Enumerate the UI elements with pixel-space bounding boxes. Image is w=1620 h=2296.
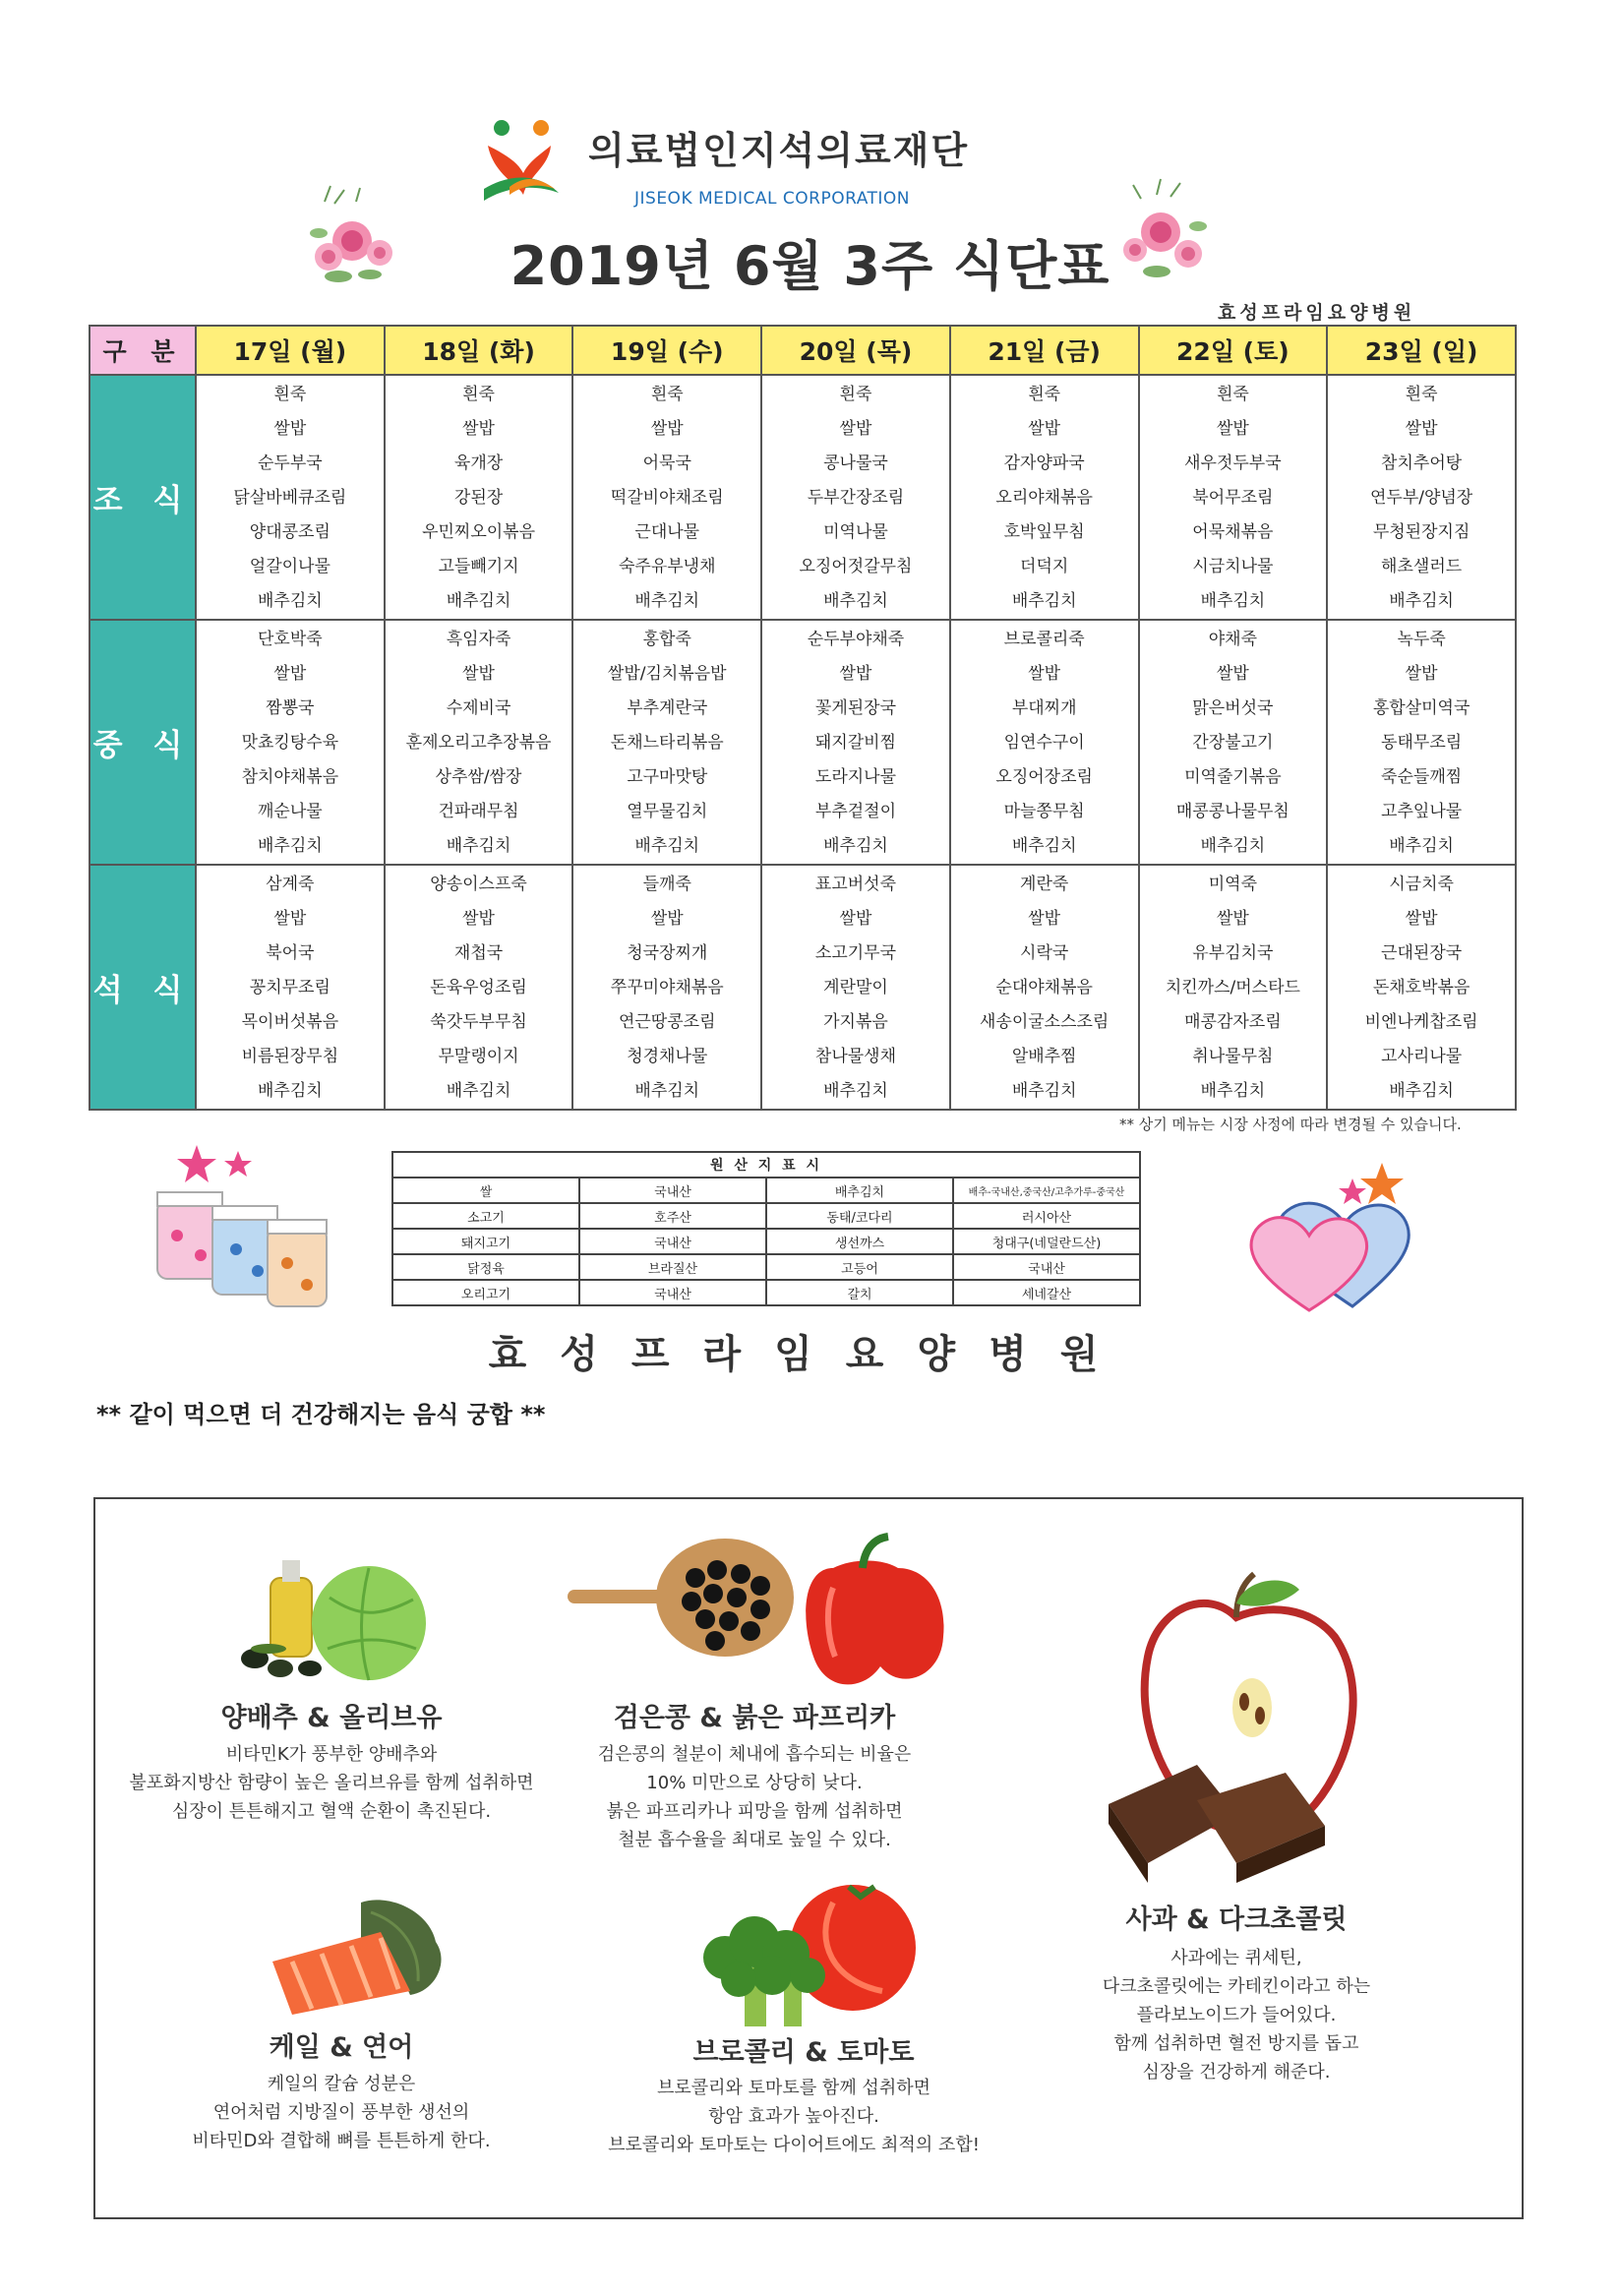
day-header: 20일 (목)	[761, 326, 950, 375]
dish: 표고버섯죽	[814, 875, 897, 894]
dish: 쌀밥	[650, 909, 684, 929]
day-menu-cell	[761, 375, 950, 620]
dish: 청경채나물	[627, 1047, 708, 1066]
origin-cell: 국내산	[579, 1229, 766, 1254]
dish: 오징어젓갈무침	[799, 557, 913, 576]
origin-cell: 소고기	[392, 1203, 579, 1229]
dish: 오리야채볶음	[995, 488, 1093, 508]
dish: 배추김치	[1200, 836, 1266, 856]
dish: 쭈꾸미야채볶음	[610, 978, 724, 997]
dish: 돈채느타리볶음	[610, 733, 724, 753]
dish: 미역나물	[823, 522, 888, 542]
dish: 해초샐러드	[1381, 557, 1463, 576]
day-menu-cell	[385, 375, 573, 620]
day-menu-cell	[1327, 375, 1516, 620]
dish: 죽순들깨찜	[1381, 767, 1463, 787]
origin-cell: 갈치	[766, 1280, 953, 1305]
day-menu-cell	[1327, 620, 1516, 865]
dish: 부추겉절이	[814, 802, 897, 821]
origin-cell: 러시아산	[953, 1203, 1140, 1229]
meal-row	[90, 865, 1516, 1110]
dish: 상추쌈/쌈장	[435, 767, 522, 787]
flower-decoration-icon	[1111, 175, 1210, 283]
dish: 고들빼기지	[438, 557, 519, 576]
dish: 새송이굴소스조림	[979, 1012, 1110, 1032]
dish: 배추김치	[823, 1081, 888, 1101]
dish: 배추김치	[1389, 1081, 1454, 1101]
dish: 부추계란국	[627, 698, 708, 718]
dish: 알배추찜	[1011, 1047, 1077, 1066]
origin-row	[392, 1203, 1140, 1229]
dish: 연두부/양념장	[1369, 488, 1473, 508]
pairing-title: 양배추 & 올리브유	[220, 1703, 443, 1733]
dish: 도라지나물	[814, 767, 897, 787]
dish: 쌀밥	[1405, 909, 1438, 929]
menu-change-note: ** 상기 메뉴는 시장 사정에 따라 변경될 수 있습니다.	[1119, 1116, 1462, 1133]
dish: 배추김치	[823, 836, 888, 856]
dish: 깨순나물	[258, 802, 323, 821]
origin-row	[392, 1229, 1140, 1254]
origin-cell: 돼지고기	[392, 1229, 579, 1254]
dish: 시락국	[1020, 943, 1069, 963]
dish: 홍합죽	[642, 630, 691, 649]
dish: 단호박죽	[258, 630, 323, 649]
dish: 쌀밥	[650, 419, 684, 439]
dish: 흰죽	[1405, 385, 1438, 404]
dish: 홍합살미역국	[1372, 698, 1470, 718]
meal-label: 중 식	[90, 620, 196, 865]
day-menu-cell	[1139, 375, 1328, 620]
dish: 배추김치	[634, 591, 700, 611]
day-header: 23일 (일)	[1327, 326, 1516, 375]
jiseok-logo	[480, 116, 561, 205]
dish: 시금치나물	[1192, 557, 1274, 576]
dish: 어묵국	[642, 453, 691, 473]
dish: 강된장	[453, 488, 504, 508]
dish: 배추김치	[258, 836, 323, 856]
dish: 흰죽	[273, 385, 307, 404]
dish: 매콩콩나물무침	[1175, 802, 1290, 821]
dish: 흰죽	[1216, 385, 1249, 404]
day-header: 17일 (월)	[196, 326, 385, 375]
dish: 쌀밥	[1405, 419, 1438, 439]
dish: 브로콜리죽	[1003, 630, 1085, 649]
dish: 쌀밥/김치볶음밥	[607, 664, 727, 684]
origin-cell: 배추-국내산,중국산/고추가루-중국산	[953, 1178, 1140, 1203]
origin-cell: 배추김치	[766, 1178, 953, 1203]
dish: 쌀밥	[462, 664, 495, 684]
dish: 쌀밥	[273, 419, 307, 439]
dish: 비름된장무침	[241, 1047, 339, 1066]
pairing-description: 검은콩의 철분이 체내에 흡수되는 비율은 10% 미만으로 상당히 낮다. 붉은 파프리카나 피망을 함께 섭취하면 철분 흡수율을 최대로 높일 수 있다.	[597, 1744, 912, 1850]
dish: 우민찌오이볶음	[422, 522, 536, 542]
dish: 연근땅콩조림	[618, 1012, 716, 1032]
dish: 꽃게된장국	[814, 698, 897, 718]
day-menu-cell	[1327, 865, 1516, 1110]
dish: 쌀밥	[1216, 419, 1249, 439]
origin-cell: 국내산	[579, 1280, 766, 1305]
day-menu-cell	[196, 865, 385, 1110]
dish: 돼지갈비찜	[814, 733, 897, 753]
dish: 육개장	[453, 453, 504, 473]
dish: 꽁치무조림	[249, 978, 330, 997]
day-menu-cell	[196, 620, 385, 865]
dish: 배추김치	[258, 1081, 323, 1101]
dish: 소고기무국	[814, 943, 897, 963]
day-menu-cell	[385, 865, 573, 1110]
dish: 양송이스프죽	[430, 875, 527, 894]
dish: 참치야채볶음	[241, 767, 339, 787]
food-pairing-box	[93, 1497, 1524, 2219]
dish: 목이버섯볶음	[241, 1012, 339, 1032]
origin-table-title: 원 산 지 표 시	[392, 1152, 1140, 1178]
meal-label: 석 식	[90, 865, 196, 1110]
dish: 참치추어탕	[1381, 453, 1463, 473]
dish: 배추김치	[1011, 591, 1077, 611]
dish: 배추김치	[446, 836, 511, 856]
meal-row	[90, 375, 1516, 620]
dish: 흰죽	[1028, 385, 1061, 404]
dish: 녹두죽	[1397, 630, 1446, 649]
cabbage-olive-oil-icon	[211, 1539, 457, 1686]
day-menu-cell	[950, 620, 1139, 865]
origin-cell: 닭정육	[392, 1254, 579, 1280]
dish: 무청된장지짐	[1372, 522, 1470, 542]
dish: 배추김치	[1389, 836, 1454, 856]
dish: 야채죽	[1208, 630, 1257, 649]
origin-cell: 생선까스	[766, 1229, 953, 1254]
dish: 고구마맛탕	[627, 767, 708, 787]
dish: 동태무조림	[1381, 733, 1463, 753]
dish: 계란죽	[1020, 875, 1069, 894]
dish: 오징어장조림	[995, 767, 1093, 787]
dish: 간장불고기	[1192, 733, 1274, 753]
meal-row	[90, 620, 1516, 865]
pairing-description: 비타민K가 풍부한 양배추와 불포화지방산 함량이 높은 올리브유를 함께 섭취하면 심장이 튼튼해지고 혈액 순환이 촉진된다.	[129, 1744, 534, 1822]
dish: 쌀밥	[1028, 664, 1061, 684]
dish: 콩나물국	[823, 453, 888, 473]
dish: 미역죽	[1208, 875, 1257, 894]
dish: 닭살바베큐조림	[233, 488, 347, 508]
dish: 열무물김치	[627, 802, 708, 821]
dish: 훈제오리고추장볶음	[405, 733, 552, 753]
dish: 순대야채볶음	[995, 978, 1093, 997]
dish: 무말랭이지	[438, 1047, 519, 1066]
dish: 흑임자죽	[446, 630, 511, 649]
dish: 맛쵸킹탕수육	[241, 733, 339, 753]
dish: 배추김치	[1389, 591, 1454, 611]
day-menu-cell	[1139, 620, 1328, 865]
day-menu-cell	[761, 865, 950, 1110]
corner-label: 구 분	[90, 326, 196, 375]
page-title: 2019년 6월 3주 식단표	[510, 235, 1110, 297]
dish: 가지볶음	[823, 1012, 888, 1032]
dish: 돈채호박볶음	[1372, 978, 1470, 997]
day-menu-cell	[572, 865, 761, 1110]
origin-row	[392, 1280, 1140, 1305]
day-header: 22일 (토)	[1139, 326, 1328, 375]
dish: 유부김치국	[1192, 943, 1274, 963]
dish: 배추김치	[1011, 1081, 1077, 1101]
dish: 배추김치	[1011, 836, 1077, 856]
dish: 쌀밥	[273, 664, 307, 684]
dish: 돈육우엉조림	[430, 978, 527, 997]
day-menu-cell	[761, 620, 950, 865]
pairing-title: 케일 & 연어	[269, 2032, 414, 2063]
day-menu-cell	[1139, 865, 1328, 1110]
dish: 배추김치	[634, 836, 700, 856]
dish: 흰죽	[462, 385, 495, 404]
dish: 수제비국	[446, 698, 511, 718]
day-menu-cell	[950, 375, 1139, 620]
org-english-name: JISEOK MEDICAL CORPORATION	[634, 189, 911, 209]
origin-table	[391, 1151, 1141, 1306]
food-pairing-heading: ** 같이 먹으면 더 건강해지는 음식 궁합 **	[96, 1401, 546, 1428]
meal-label: 조 식	[90, 375, 196, 620]
dish: 들깨죽	[642, 875, 691, 894]
dish: 배추김치	[258, 591, 323, 611]
dish: 두부간장조림	[807, 488, 905, 508]
dish: 쌀밥	[839, 419, 872, 439]
pairing-title: 사과 & 다크초콜릿	[1125, 1904, 1348, 1935]
apple-chocolate-icon	[1089, 1568, 1384, 1903]
dish: 시금치죽	[1389, 875, 1454, 894]
dish: 매콩감자조림	[1184, 1012, 1282, 1032]
dish: 미역줄기볶음	[1184, 767, 1282, 787]
dish: 맑은버섯국	[1192, 698, 1274, 718]
dish: 계란말이	[823, 978, 888, 997]
origin-cell: 세네갈산	[953, 1280, 1140, 1305]
dish: 더덕지	[1020, 557, 1069, 576]
black-beans-paprika-icon	[568, 1529, 951, 1696]
dish: 흰죽	[839, 385, 872, 404]
hospital-name: 효성프라임요양병원	[1218, 302, 1416, 324]
dish: 흰죽	[650, 385, 684, 404]
pairing-title: 검은콩 & 붉은 파프리카	[613, 1703, 896, 1733]
dish: 얼갈이나물	[249, 557, 330, 576]
dish: 순두부국	[258, 453, 323, 473]
dish: 참나물생채	[814, 1047, 897, 1066]
origin-cell: 쌀	[392, 1178, 579, 1203]
dish: 삼계죽	[266, 875, 315, 894]
dish: 취나물무침	[1192, 1047, 1274, 1066]
dish: 새우젓두부국	[1184, 453, 1282, 473]
dish: 임연수구이	[1003, 733, 1085, 753]
dish: 쌀밥	[273, 909, 307, 929]
origin-row	[392, 1178, 1140, 1203]
origin-cell: 청대구(네덜란드산)	[953, 1229, 1140, 1254]
hearts-decoration-icon	[1234, 1159, 1461, 1316]
dish: 북어국	[266, 943, 315, 963]
dish: 고사리나물	[1381, 1047, 1463, 1066]
dish: 순두부야채죽	[807, 630, 905, 649]
dish: 배추김치	[446, 1081, 511, 1101]
dish: 쌀밥	[1216, 909, 1249, 929]
day-menu-cell	[385, 620, 573, 865]
dish: 부대찌개	[1011, 698, 1077, 718]
dish: 북어무조림	[1192, 488, 1274, 508]
dish: 쌀밥	[1216, 664, 1249, 684]
day-menu-cell	[196, 375, 385, 620]
hospital-name-large: 효성프라임요양병원	[488, 1332, 1132, 1377]
dish: 배추김치	[1200, 1081, 1266, 1101]
day-header: 18일 (화)	[385, 326, 573, 375]
origin-cell: 고등어	[766, 1254, 953, 1280]
org-name: 의료법인지석의료재단	[588, 129, 970, 172]
dish: 쌀밥	[462, 909, 495, 929]
day-menu-cell	[950, 865, 1139, 1110]
dish: 배추김치	[634, 1081, 700, 1101]
kale-salmon-icon	[253, 1893, 469, 2021]
dish: 쌀밥	[1028, 419, 1061, 439]
day-header: 19일 (수)	[572, 326, 761, 375]
dish: 비엔나케찹조림	[1364, 1012, 1478, 1032]
dish: 쌀밥	[1405, 664, 1438, 684]
dish: 배추김치	[1200, 591, 1266, 611]
dish: 호박잎무침	[1003, 522, 1085, 542]
origin-cell: 국내산	[953, 1254, 1140, 1280]
pairing-description: 케일의 칼슘 성분은 연어처럼 지방질이 풍부한 생선의 비타민D와 결합해 뼈를 튼튼하게 한다.	[192, 2074, 491, 2151]
day-menu-cell	[572, 620, 761, 865]
weekly-menu-table	[89, 325, 1517, 1111]
dish: 건파래무침	[438, 802, 519, 821]
origin-cell: 국내산	[579, 1178, 766, 1203]
dish: 근대된장국	[1381, 943, 1463, 963]
menu-header-row	[90, 326, 1516, 375]
pairing-title: 브로콜리 & 토마토	[692, 2037, 915, 2068]
origin-cell: 오리고기	[392, 1280, 579, 1305]
day-header: 21일 (금)	[950, 326, 1139, 375]
dish: 마늘쫑무침	[1003, 802, 1085, 821]
flower-decoration-icon	[305, 182, 403, 290]
pairing-description: 브로콜리와 토마토를 함께 섭취하면 항암 효과가 높아진다. 브로콜리와 토마토는 다이어트에도 최적의 조합!	[608, 2078, 980, 2155]
dish: 배추김치	[446, 591, 511, 611]
dish: 짬뽕국	[266, 698, 315, 718]
dish: 어묵채볶음	[1192, 522, 1274, 542]
day-menu-cell	[572, 375, 761, 620]
pairing-description: 사과에는 퀴세틴, 다크초콜릿에는 카테킨이라고 하는 플라보노이드가 들어있다. 함께 섭취하면 혈전 방지를 돕고 심장을 건강하게 해준다.	[1102, 1948, 1371, 2083]
dish: 재첩국	[453, 943, 504, 963]
origin-cell: 호주산	[579, 1203, 766, 1229]
dish: 고추잎나물	[1381, 802, 1463, 821]
dish: 숙주유부냉채	[618, 557, 716, 576]
origin-cell: 동태/코다리	[766, 1203, 953, 1229]
dish: 쌀밥	[839, 909, 872, 929]
dish: 쑥갓두부무침	[430, 1012, 527, 1032]
dish: 쌀밥	[1028, 909, 1061, 929]
dish: 떡갈비야채조림	[610, 488, 724, 508]
dish: 청국장찌개	[627, 943, 708, 963]
candy-jars-icon	[148, 1141, 334, 1313]
dish: 감자양파국	[1003, 453, 1085, 473]
dish: 쌀밥	[839, 664, 872, 684]
broccoli-tomato-icon	[686, 1873, 931, 2030]
dish: 양대콩조림	[249, 522, 330, 542]
origin-row	[392, 1254, 1140, 1280]
dish: 쌀밥	[462, 419, 495, 439]
dish: 배추김치	[823, 591, 888, 611]
dish: 치킨까스/머스타드	[1165, 978, 1300, 997]
dish: 근대나물	[634, 522, 700, 542]
origin-cell: 브라질산	[579, 1254, 766, 1280]
